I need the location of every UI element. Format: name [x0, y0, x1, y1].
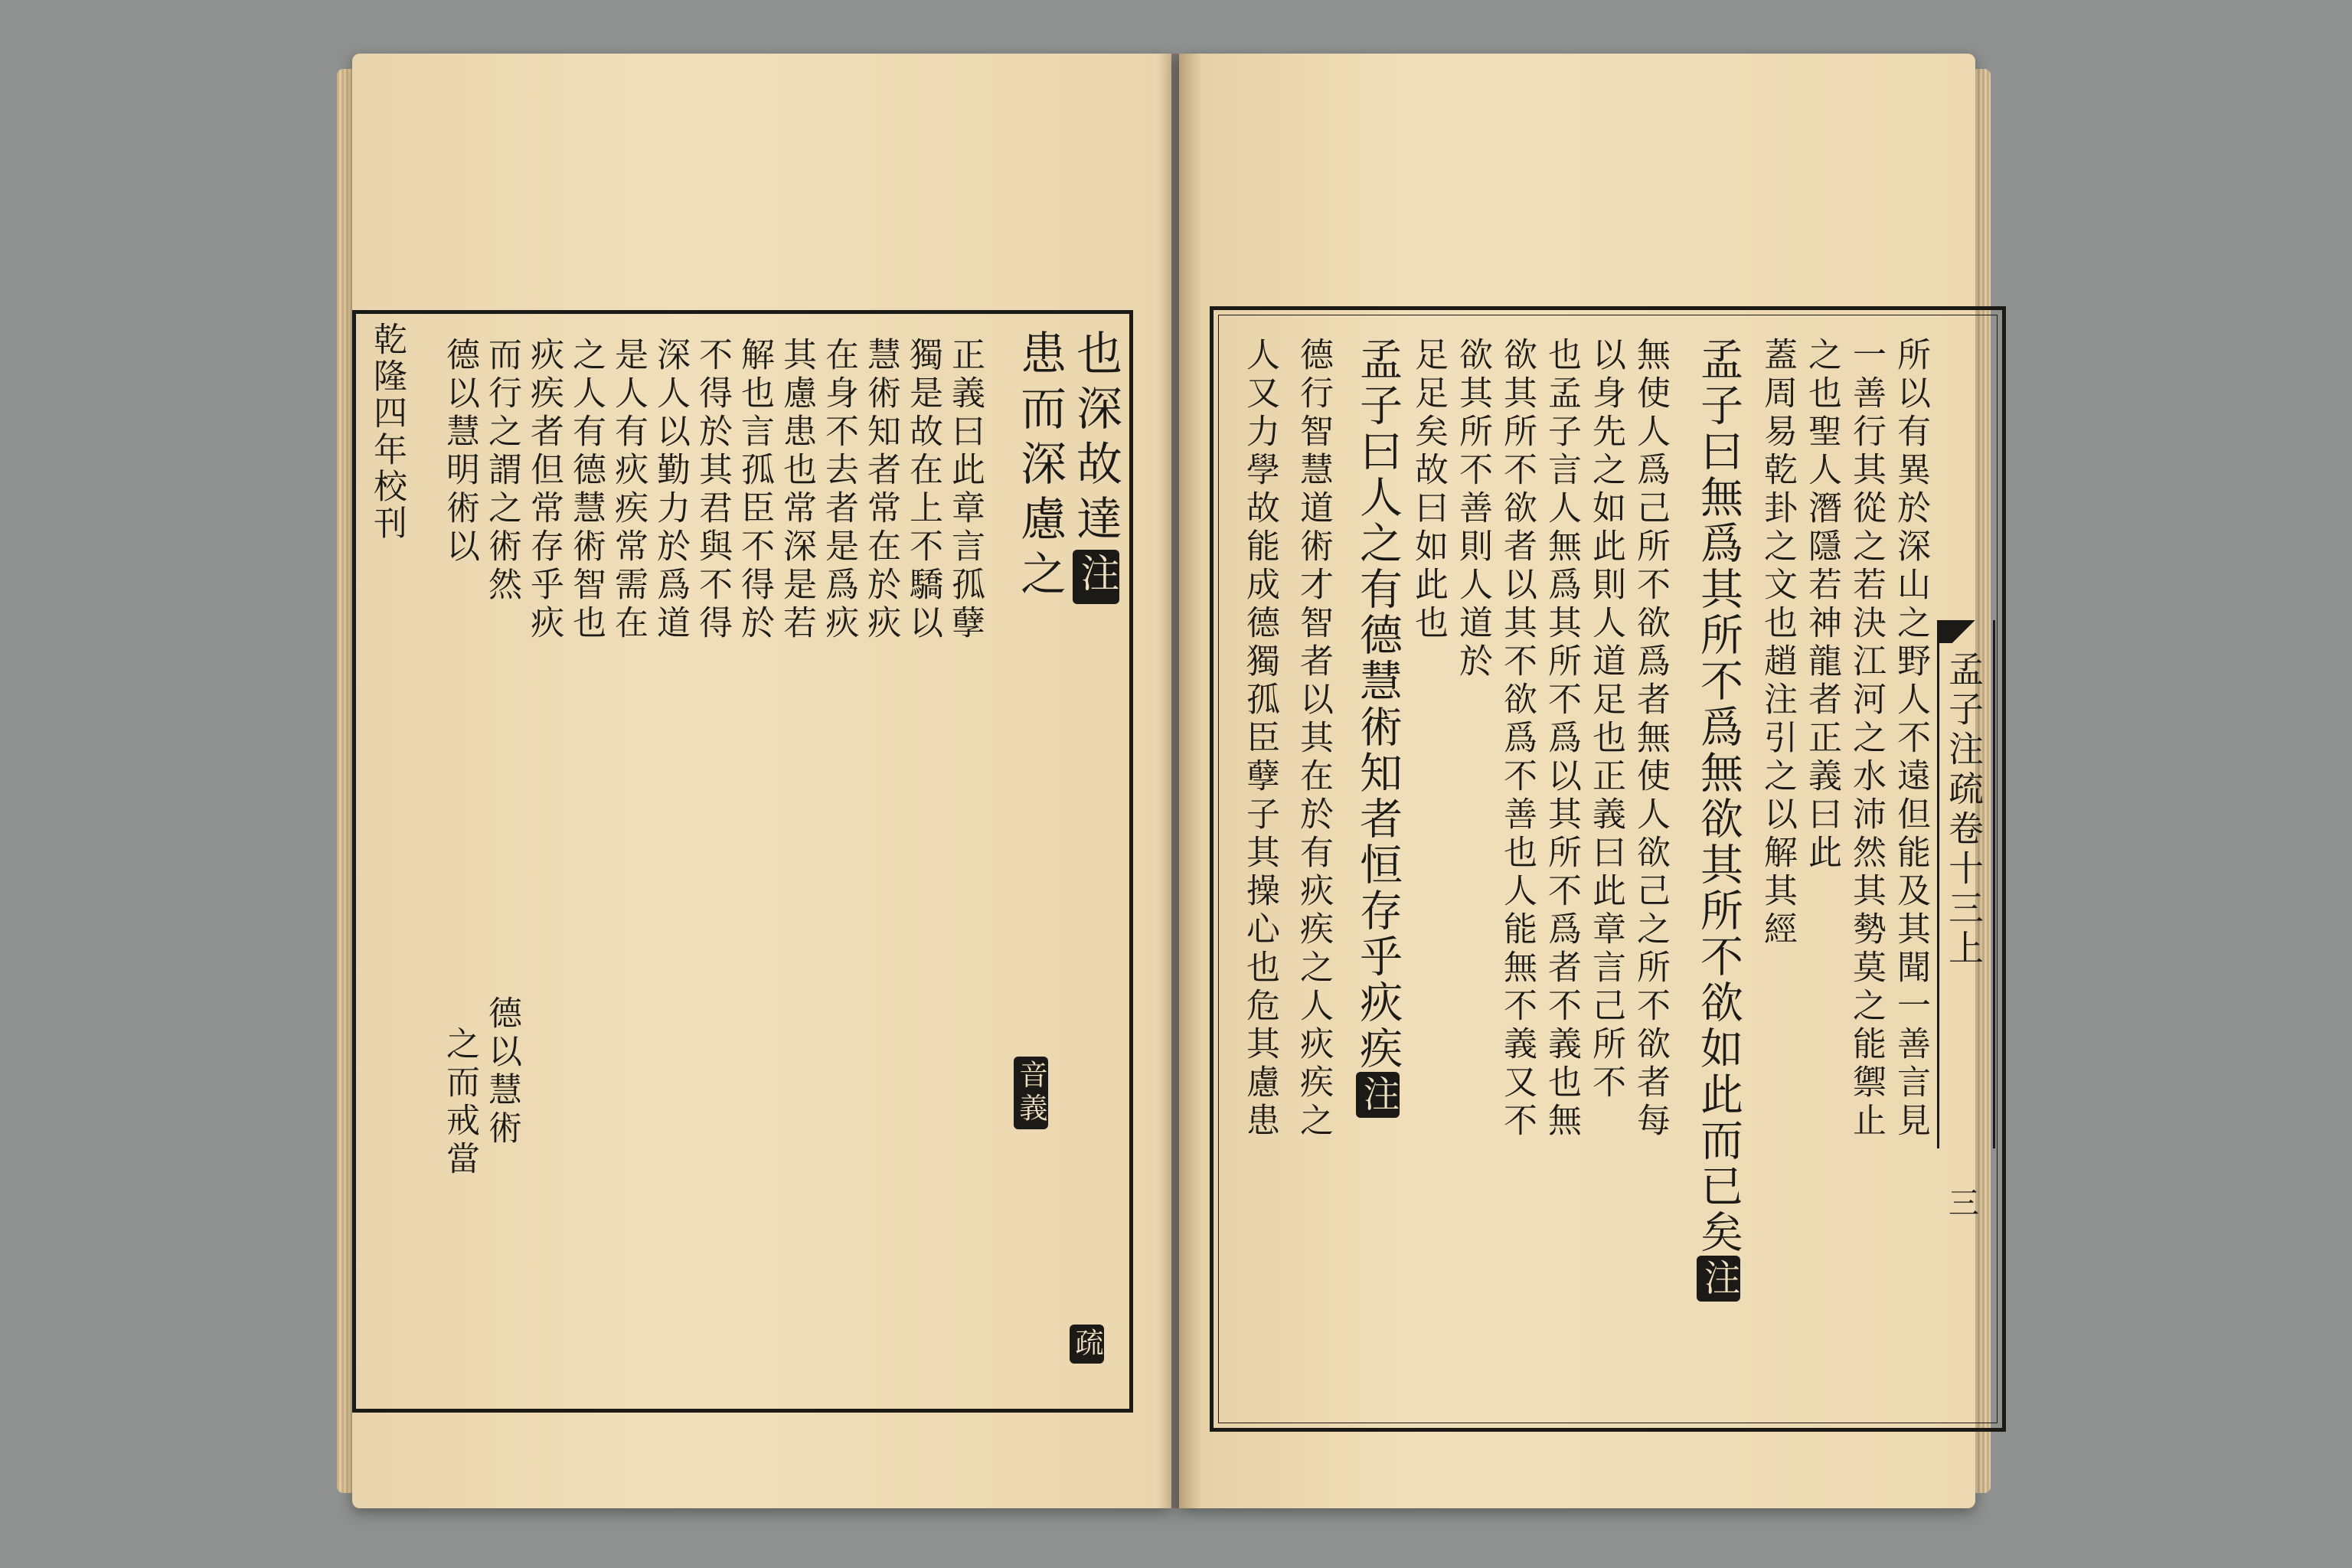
left-commentary-7: 不得於其君與不得 [693, 337, 732, 643]
left-commentary-4: 在身不去者是爲疢 [819, 337, 858, 643]
left-commentary-8: 深人以勤力於爲道 [651, 337, 690, 643]
right-commentary-9: 欲其所不善則人道於 [1453, 337, 1492, 681]
left-commentary-12: 而行之謂之術然 [482, 337, 521, 605]
left-main-text-1: 也深故達 [1069, 329, 1122, 550]
right-commentary-12: 人又力學故能成德獨孤臣孽子其操心也危其慮患 [1240, 337, 1279, 1141]
left-commentary-14: 德以慧術 [482, 995, 521, 1148]
folio-number: 三 [1949, 1186, 1979, 1221]
left-commentary-3: 慧術知者常在於疢 [861, 337, 900, 643]
left-commentary-15: 之而戒當 [440, 1026, 479, 1179]
left-commentary-2: 獨是故在上不驕以 [903, 337, 942, 643]
left-main-text-2: 患而深慮之 [1013, 329, 1067, 605]
left-yinyi-seal-column [1012, 1057, 1050, 1129]
left-commentary-9: 是人有疢疾常需在 [609, 337, 648, 643]
right-commentary-11: 德行智慧道術才智者以其在於有疢疾之人疢疾之 [1294, 337, 1333, 1141]
right-commentary-2: 一善行其從之若決江河之水沛然其勢莫之能禦止 [1847, 337, 1886, 1141]
zhu-seal-right-1: 注 [1697, 1256, 1740, 1302]
zhu-seal: 注 [1073, 550, 1119, 604]
shu-seal: 疏 [1070, 1325, 1104, 1364]
left-commentary-10: 之人有德慧術智也 [567, 337, 606, 643]
left-main-column-2 [1012, 329, 1067, 605]
right-commentary-8: 欲其所不欲者以其不欲爲不善也人能無不義又不 [1498, 337, 1537, 1141]
left-commentary-11: 疢疾者但常存乎疢 [524, 337, 564, 643]
right-commentary-1: 所以有異於深山之野人不遠但能及其聞一善言見 [1891, 337, 1930, 1141]
right-commentary-3: 之也聖人潛隱若神龍者正義曰此 [1802, 337, 1841, 873]
right-commentary-4: 蓋周易乾卦之文也趙注引之以解其經 [1758, 337, 1797, 949]
zhu-seal-right-2: 注 [1356, 1072, 1400, 1118]
yinyi-seal: 音義 [1014, 1057, 1048, 1129]
right-commentary-7: 也孟子言人無爲其所不爲以其所不爲者不義也無 [1542, 337, 1581, 1141]
left-main-column-1 [1068, 329, 1123, 604]
left-commentary-6: 解也言孤臣不得於 [735, 337, 774, 643]
left-commentary-13: 德以慧明術以 [440, 337, 479, 567]
right-commentary-6: 以身先之如此則人道足也正義曰此章言己所不 [1586, 337, 1625, 1102]
right-commentary-5: 無使人爲己所不欲爲者無使人欲己之所不欲者每 [1631, 337, 1670, 1141]
left-commentary-1: 正義曰此章言孤孽 [946, 337, 985, 643]
right-main-text-2: 孟子曰人之有德慧術知者恒存乎疢疾 [1353, 337, 1403, 1072]
left-shu-seal-column [1068, 1325, 1106, 1364]
right-main-text-1: 孟子曰無爲其所不爲無欲其所不欲如此而已矣 [1694, 337, 1743, 1256]
colophon: 乾隆四年校刊 [368, 322, 407, 542]
left-commentary-5: 其慮患也常深是若 [777, 337, 816, 643]
chapter-title: 孟子注疏卷十三上 [1943, 651, 1984, 969]
book-gutter [1156, 54, 1202, 1508]
right-main-column-2 [1348, 337, 1403, 1118]
right-commentary-10: 足足矣故曰如此也 [1409, 337, 1448, 643]
right-main-column-1 [1688, 337, 1743, 1302]
